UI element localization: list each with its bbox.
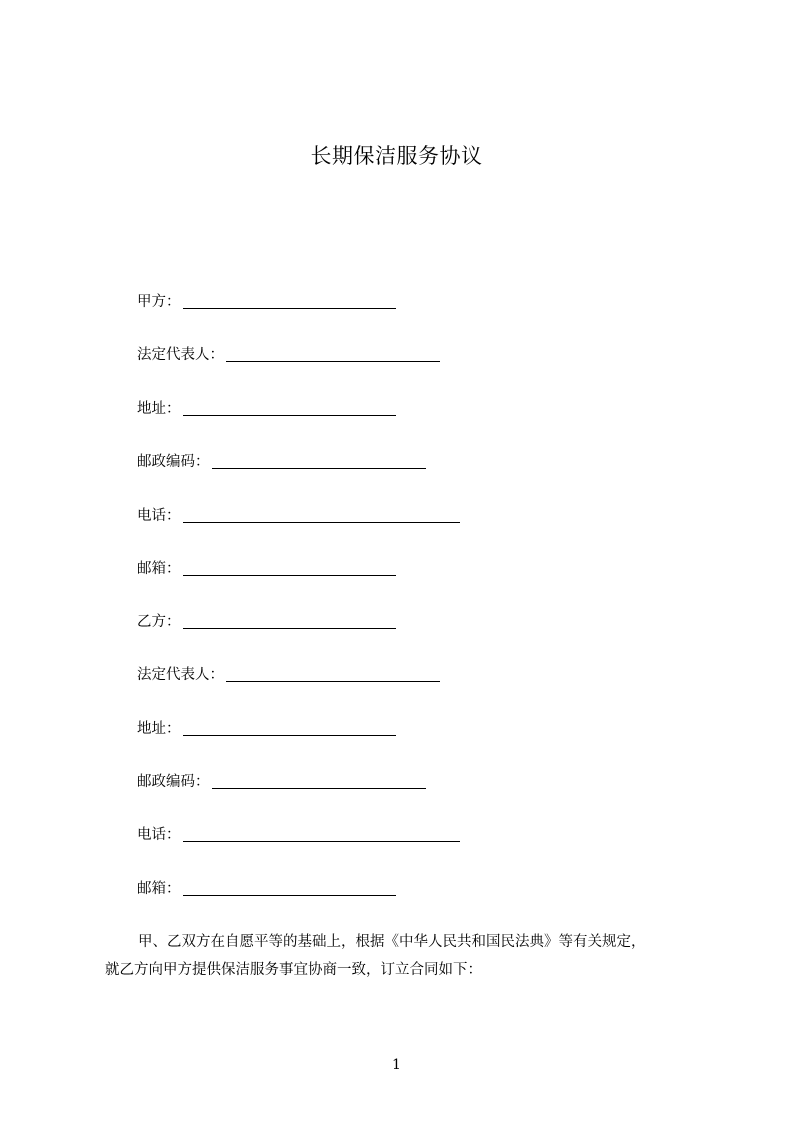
party-b-address-field: [137, 717, 396, 741]
party-a-email-field: [137, 557, 396, 581]
preamble-line-1: 甲、乙双方在自愿平等的基础上，根据《中华人民共和国民法典》等有关规定，: [138, 934, 646, 950]
party-a-blank-line: [183, 290, 396, 309]
party-a-phone-label: 电话：: [137, 508, 181, 524]
party-b-legal-rep-blank-line: [226, 663, 440, 682]
party-b-postcode-blank-line: [212, 770, 426, 789]
party-a-email-blank-line: [183, 557, 396, 576]
party-a-address-blank-line: [183, 397, 396, 416]
party-b-address-label: 地址：: [137, 721, 181, 737]
party-b-label: 乙方：: [137, 614, 181, 630]
party-a-legal-rep-field: [137, 343, 440, 367]
party-b-postcode-label: 邮政编码：: [137, 774, 210, 790]
party-b-blank-line: [183, 610, 396, 629]
party-a-postcode-field: [137, 450, 426, 474]
preamble-line-2: 就乙方向甲方提供保洁服务事宜协商一致，订立合同如下：: [105, 962, 482, 978]
party-b-field: [137, 610, 396, 634]
party-b-address-blank-line: [183, 717, 396, 736]
party-b-legal-rep-label: 法定代表人：: [137, 667, 224, 683]
party-b-postcode-field: [137, 770, 426, 794]
party-a-legal-rep-label: 法定代表人：: [137, 347, 224, 363]
party-a-field: [137, 290, 396, 314]
party-a-label: 甲方：: [137, 294, 181, 310]
party-b-phone-blank-line: [183, 823, 460, 842]
party-b-phone-label: 电话：: [137, 827, 181, 843]
party-a-postcode-blank-line: [212, 450, 426, 469]
document-title: 长期保洁服务协议: [310, 144, 483, 168]
party-a-legal-rep-blank-line: [226, 343, 440, 362]
party-b-email-blank-line: [183, 877, 396, 896]
party-a-postcode-label: 邮政编码：: [137, 454, 210, 470]
party-a-phone-field: [137, 504, 460, 528]
party-a-phone-blank-line: [183, 504, 460, 523]
party-b-email-field: [137, 877, 396, 901]
party-a-email-label: 邮箱：: [137, 561, 181, 577]
party-b-phone-field: [137, 823, 460, 847]
party-b-legal-rep-field: [137, 663, 440, 687]
party-b-email-label: 邮箱：: [137, 881, 181, 897]
party-a-address-label: 地址：: [137, 401, 181, 417]
page-number: 1: [392, 1057, 401, 1073]
party-a-address-field: [137, 397, 396, 421]
